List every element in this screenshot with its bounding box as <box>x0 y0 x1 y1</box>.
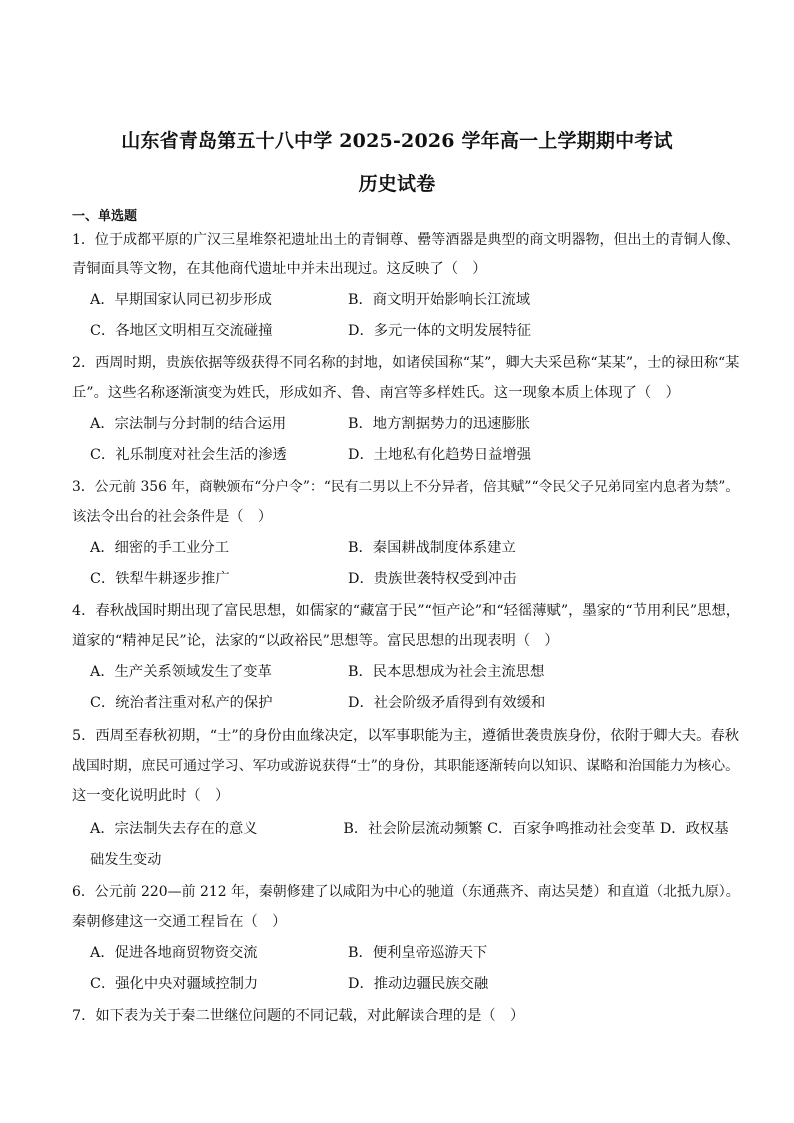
section-heading: 一、单选题 <box>72 209 138 224</box>
option-c[interactable]: C．强化中央对疆域控制力 <box>90 976 259 992</box>
option-b[interactable]: B．地方割据势力的迅速膨胀 <box>348 416 531 432</box>
question-stem-line: 7．如下表为关于秦二世继位问题的不同记载，对此解读合理的是（ ） <box>72 1008 525 1024</box>
option-d[interactable]: D．土地私有化趋势日益增强 <box>348 447 532 463</box>
question-stem-line: 2．西周时期，贵族依据等级获得不同名称的封地，如诸侯国称“某”，卿大夫采邑称“某某”，士的禄田称“某 <box>72 355 740 371</box>
option-c[interactable]: C．礼乐制度对社会生活的渗透 <box>90 447 287 463</box>
options-row[interactable]: A．宗法制失去存在的意义 B．社会阶层流动频繁 C．百家争鸣推动社会变革 D．政权基 <box>90 821 729 837</box>
question-stem-line: 丘”。这些名称逐渐演变为姓氏，形成如齐、鲁、南宫等多样姓氏。这一现象本质上体现了（ ） <box>72 385 680 401</box>
exam-title: 山东省青岛第五十八中学 2025-2026 学年高一上学期期中考试 <box>121 130 673 152</box>
options-row-continuation: 础发生变动 <box>90 852 162 868</box>
option-a[interactable]: A．早期国家认同已初步形成 <box>90 292 272 308</box>
option-c[interactable]: C．铁犁牛耕逐步推广 <box>90 571 230 587</box>
question-stem-line: 这一变化说明此时（ ） <box>72 788 230 804</box>
exam-subject-title: 历史试卷 <box>358 173 436 195</box>
question-stem-line: 道家的“精神足民”论，法家的“以政裕民”思想等。富民思想的出现表明（ ） <box>72 633 559 649</box>
option-b[interactable]: B．商文明开始影响长江流域 <box>348 292 531 308</box>
question-stem-line: 4．春秋战国时期出现了富民思想，如儒家的“藏富于民”“恒产论”和“轻徭薄赋”，墨家的“节用利民”思想， <box>72 603 741 619</box>
option-b[interactable]: B．秦国耕战制度体系建立 <box>348 540 516 556</box>
option-a[interactable]: A．细密的手工业分工 <box>90 540 229 556</box>
question-stem-line: 该法令出台的社会条件是（ ） <box>72 509 273 525</box>
question-stem-line: 5．西周至春秋初期，“士”的身份由血缘决定，以军事职能为主，遵循世袭贵族身份，依附于卿大夫。春秋 <box>72 728 740 744</box>
option-c[interactable]: C．统治者注重对私产的保护 <box>90 695 273 711</box>
option-d[interactable]: D．社会阶级矛盾得到有效缓和 <box>348 695 546 711</box>
option-b[interactable]: B．便利皇帝巡游天下 <box>348 945 488 961</box>
question-stem-line: 6．公元前 220—前 212 年，秦朝修建了以咸阳为中心的驰道（东通燕齐、南达吴楚）和直道（北抵九原）。 <box>72 884 740 900</box>
option-a[interactable]: A．促进各地商贸物资交流 <box>90 945 258 961</box>
option-a[interactable]: A．宗法制与分封制的结合运用 <box>90 416 287 432</box>
option-d[interactable]: D．多元一体的文明发展特征 <box>348 323 532 339</box>
option-d[interactable]: D．推动边疆民族交融 <box>348 976 489 992</box>
question-stem-line: 1．位于成都平原的广汉三星堆祭祀遗址出土的青铜尊、罍等酒器是典型的商文明器物，但出土的青铜人像、 <box>72 232 740 248</box>
option-a[interactable]: A．生产关系领域发生了变革 <box>90 664 272 680</box>
option-b[interactable]: B．民本思想成为社会主流思想 <box>348 664 545 680</box>
option-d[interactable]: D．贵族世袭特权受到冲击 <box>348 571 517 587</box>
question-stem-line: 3．公元前 356 年，商鞅颁布“分户令”：“民有二男以上不分异者，倍其赋”“令民父子兄弟同室内息者为禁”。 <box>72 479 740 495</box>
option-c[interactable]: C．各地区文明相互交流碰撞 <box>90 323 273 339</box>
question-stem-line: 青铜面具等文物，在其他商代遗址中并未出现过。这反映了（ ） <box>72 261 487 277</box>
question-stem-line: 秦朝修建这一交通工程旨在（ ） <box>72 914 287 930</box>
question-stem-line: 战国时期，庶民可通过学习、军功或游说获得“士”的身份，其职能逐渐转向以知识、谋略和治国能力为核心。 <box>72 758 740 774</box>
